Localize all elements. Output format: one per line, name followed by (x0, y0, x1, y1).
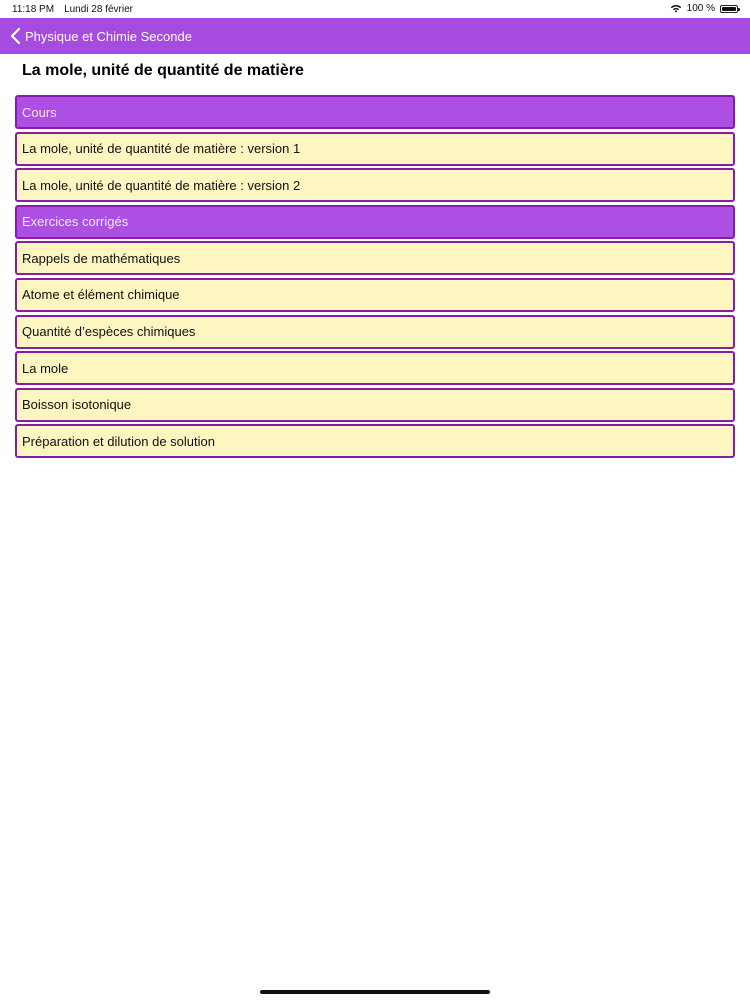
status-bar (0, 0, 750, 18)
list-item-la-mole[interactable]: La mole (15, 351, 735, 385)
list-item-boisson-isotonique[interactable]: Boisson isotonique (15, 388, 735, 422)
list-item-atome-element[interactable]: Atome et élément chimique (15, 278, 735, 312)
status-left (12, 4, 133, 15)
back-button-label: Physique et Chimie Seconde (25, 28, 192, 44)
navigation-bar (0, 18, 750, 54)
status-time: 11:18 PM (12, 4, 55, 15)
list-item-preparation-dilution[interactable]: Préparation et dilution de solution (15, 424, 735, 458)
list-item-cours-version-2[interactable]: La mole, unité de quantité de matière : version 2 (15, 168, 735, 202)
status-right (670, 3, 738, 14)
status-date: Lundi 28 février (64, 4, 133, 15)
list-item-quantite-especes[interactable]: Quantité d’espèces chimiques (15, 315, 735, 349)
section-header-exercices: Exercices corrigés (15, 205, 735, 239)
page-title: La mole, unité de quantité de matière (22, 62, 304, 79)
back-button[interactable] (0, 27, 192, 45)
list-item-rappels-mathematiques[interactable]: Rappels de mathématiques (15, 241, 735, 275)
list-item-cours-version-1[interactable]: La mole, unité de quantité de matière : version 1 (15, 132, 735, 166)
battery-icon (720, 5, 738, 13)
wifi-icon (670, 4, 682, 13)
chevron-left-icon (9, 27, 23, 45)
battery-percent: 100 % (686, 3, 715, 14)
home-indicator[interactable] (260, 990, 490, 994)
section-header-cours: Cours (15, 95, 735, 129)
content-list (15, 95, 735, 461)
